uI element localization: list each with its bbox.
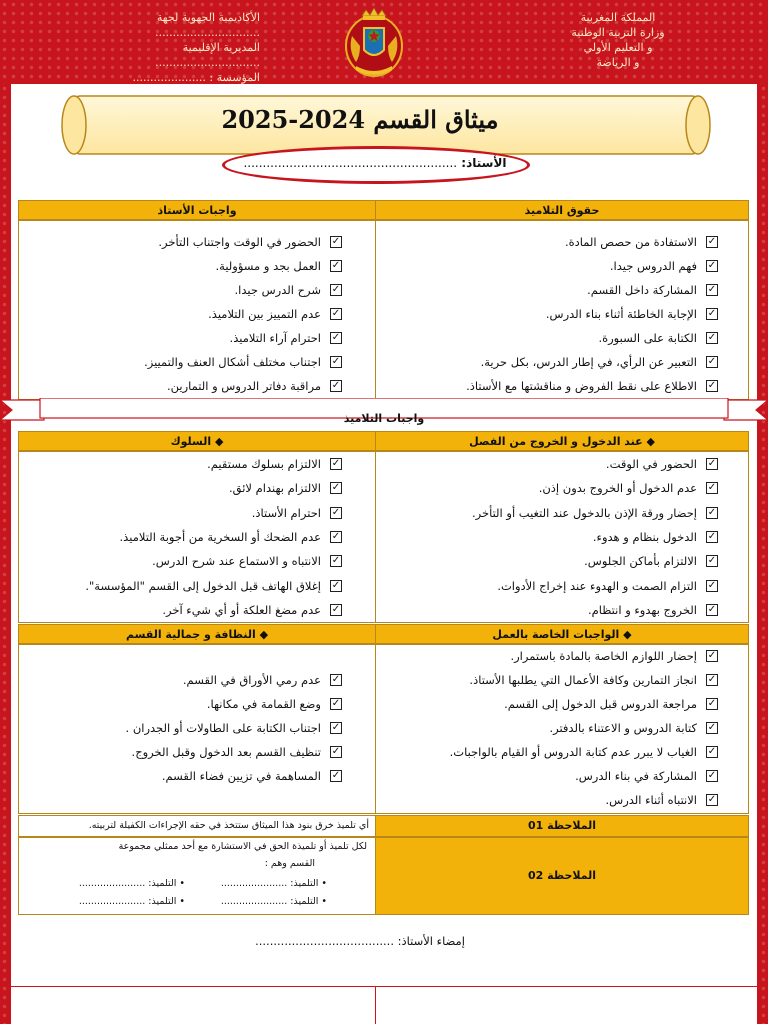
checkbox-checked-icon[interactable]: ✓ [707,482,717,494]
teacher-signature: إمضاء الأستاذ: ...................................... [255,934,465,948]
checkbox-checked-icon[interactable]: ✓ [707,332,717,343]
header-line: وزارة التربية الوطنية [571,26,665,39]
checklist-item [167,375,342,397]
checklist-item [593,526,718,548]
checklist-item [510,645,718,667]
checklist-item-text: احترام آراء التلاميذ. [229,331,321,345]
checklist-item-text: إحضار ورقة الإذن بالدخول عند التغيب أو التأخر. [471,505,697,520]
header-line: المؤسسة : ..................... [132,71,260,84]
note2-text-2: القسم وهم : [264,858,315,869]
header-line: و التعليم الأولي [583,41,653,54]
checklist-item-text: عدم مضغ العلكة أو أي شيء آخر. [162,602,321,617]
checkbox-checked-icon[interactable]: ✓ [331,746,341,757]
checklist-item-text: فهم الدروس جيدا. [609,259,697,273]
ministry-header [518,10,718,70]
checkbox-checked-icon[interactable]: ✓ [331,579,341,591]
header-line: .............................. [155,56,260,69]
checkbox-checked-icon[interactable]: ✓ [707,579,717,591]
checklist-item-text: الانتباه أثناء الدرس. [605,793,697,807]
note1-text: أي تلميذ خرق بنود هذا الميثاق ستتخذ في حقه الإجراءات الكفيلة لتربيته. [88,820,369,831]
header-line: الأكاديمية الجهوية لجهة [156,11,260,24]
checklist-item [549,717,718,739]
checkbox-checked-icon[interactable]: ✓ [707,722,717,733]
checklist-item [85,575,342,597]
checklist-item [144,351,342,373]
checklist-item [162,765,342,787]
checklist-item-text: احترام الأستاذ. [251,505,321,520]
checkbox-checked-icon[interactable]: ✓ [707,506,717,518]
checklist-item [126,717,342,739]
checkbox-checked-icon[interactable]: ✓ [331,332,341,343]
checkbox-checked-icon[interactable]: ✓ [331,260,341,271]
checklist-item [450,741,718,763]
rep-item: • التلميذ: ...................... [220,878,327,889]
checklist-item-text: الدخول بنظام و هدوء. [592,529,697,544]
checkbox-checked-icon[interactable]: ✓ [707,356,717,367]
note1-text-box [18,815,376,837]
checklist-item [565,231,718,253]
header-line: و الرياضة [596,56,640,69]
teacher-dots: ........................................................ [243,156,458,170]
checkbox-checked-icon[interactable]: ✓ [707,308,717,319]
checklist-item-text: الإجابة الخاطئة أثناء بناء الدرس. [545,307,697,321]
checklist-item-text: مراقبة دفاتر الدروس و التمارين. [166,379,321,393]
checklist-item [469,669,718,691]
checklist-item [546,303,718,325]
checklist-item [207,453,342,475]
checkbox-checked-icon[interactable]: ✓ [707,458,717,469]
rep-item: • التلميذ: ...................... [78,896,185,907]
checklist-item-text: التعبير عن الرأي، في إطار الدرس، بكل حرية. [480,355,697,369]
note2-label: الملاحظة 02 [527,869,597,882]
note2-text-1: لكل تلميذ أو تلميذة الحق في الاستشارة مع أحد ممثلي مجموعة [118,841,367,852]
checklist-item-text: الخروج بهدوء و انتظام. [587,602,697,617]
checklist-item [598,327,718,349]
checklist-item-text: الاستفادة من حصص المادة. [564,235,697,249]
checklist-item [162,599,342,621]
checklist-item-text: عدم الدخول أو الخروج بدون إذن. [538,481,697,496]
checkbox-checked-icon[interactable]: ✓ [331,555,341,567]
note2-text-box [18,837,376,915]
checklist-item-text: شرح الدرس جيدا. [234,283,321,297]
checklist-item [230,327,342,349]
checkbox-checked-icon[interactable]: ✓ [331,482,341,494]
checklist-item-text: الكتابة على السبورة. [598,331,697,345]
checklist-item [234,279,342,301]
bottom-divider [9,986,759,987]
work-heading: ◆ الواجبات الخاصة بالعمل [375,624,749,644]
header-line: .............................. [155,26,260,39]
checkbox-checked-icon[interactable]: ✓ [331,308,341,319]
checkbox-checked-icon[interactable]: ✓ [331,284,341,295]
checklist-item [152,550,342,572]
checklist-item [229,477,342,499]
checkbox-checked-icon[interactable]: ✓ [331,506,341,518]
checkbox-checked-icon[interactable]: ✓ [331,698,341,709]
academy-header [40,10,260,85]
checklist-item-text: العمل بجد و مسؤولية. [215,259,321,273]
checklist-item-text: المساهمة في تزيين فضاء القسم. [161,769,321,783]
checklist-item [466,375,718,397]
checklist-item-text: الالتزام بهندام لائق. [228,481,321,496]
checklist-item-text: وضع القمامة في مكانها. [206,697,321,711]
rights-heading: حقوق التلاميذ [375,200,749,220]
checklist-item-text: إحضار اللوازم الخاصة بالمادة باستمرار. [510,649,697,663]
teacher-duties-heading: واجبات الأستاذ [18,200,376,220]
cleanliness-heading: ◆ النظافة و جمالية القسم [18,624,376,644]
checklist-item [575,765,718,787]
checkbox-checked-icon[interactable]: ✓ [331,722,341,733]
right-border [759,84,768,1024]
checklist-item-text: تنظيف القسم بعد الدخول وقبل الخروج. [131,745,321,759]
checklist-item [207,693,342,715]
checkbox-checked-icon[interactable]: ✓ [707,380,717,391]
checkbox-checked-icon[interactable]: ✓ [707,650,717,661]
checklist-item-text: الاطلاع على نقط الفروض و مناقشتها مع الأستاذ. [466,379,697,393]
checklist-item-text: التزام الصمت و الهدوء عند إخراج الأدوات. [497,578,697,593]
checklist-item [504,693,718,715]
checkbox-checked-icon[interactable]: ✓ [331,356,341,367]
checklist-item [208,303,342,325]
checkbox-checked-icon[interactable]: ✓ [331,236,341,247]
checklist-item [481,351,718,373]
checklist-item-text: كتابة الدروس و الاعتناء بالدفتر. [549,721,697,735]
checkbox-checked-icon[interactable]: ✓ [707,236,717,247]
checkbox-checked-icon[interactable]: ✓ [331,458,341,469]
checklist-item-text: الحضور في الوقت واجتناب التأخر. [158,235,321,249]
checklist-item-text: الحضور في الوقت. [605,457,697,471]
checklist-item [606,453,718,475]
checklist-item-text: مراجعة الدروس قبل الدخول إلى القسم. [504,697,697,711]
checkbox-checked-icon[interactable]: ✓ [331,380,341,391]
rep-item: • التلميذ: ...................... [78,878,185,889]
checklist-item [132,741,342,763]
bottom-center-divider [375,986,376,1024]
checklist-item [183,669,342,691]
page-title: ميثاق القسم 2024-2025 [221,105,499,134]
checklist-item-text: عدم رمي الأوراق في القسم. [182,673,321,687]
coat-of-arms-icon [342,6,406,80]
note2-label-box [375,837,749,915]
checklist-item-text: إغلاق الهاتف قبل الدخول إلى القسم "المؤسسة". [85,578,321,593]
checklist-item-text: الالتزام بأماكن الجلوس. [584,554,697,569]
behavior-heading: ◆ السلوك [18,431,376,451]
checklist-item-text: الانتباه و الاستماع عند شرح الدرس. [152,554,321,569]
teacher-field [230,156,520,170]
checklist-item [158,231,342,253]
student-duties-label: واجبات التلاميذ [343,412,425,425]
checkbox-checked-icon[interactable]: ✓ [707,794,717,805]
checklist-item-text: الالتزام بسلوك مستقيم. [207,457,321,471]
checkbox-checked-icon[interactable]: ✓ [707,674,717,685]
note1-label-box [375,815,749,837]
header-line: المديرية الإقليمية [182,41,260,54]
checklist-item-text: المشاركة داخل القسم. [587,283,697,297]
checklist-item-text: اجتناب مختلف أشكال العنف والتمييز. [144,355,321,369]
checkbox-checked-icon[interactable]: ✓ [331,674,341,685]
checklist-item-text: انجاز التمارين وكافة الأعمال التي يطلبها الأستاذ. [469,673,697,687]
checklist-item [606,789,719,811]
checklist-item [472,502,718,524]
checkbox-checked-icon[interactable]: ✓ [707,260,717,271]
checkbox-checked-icon[interactable]: ✓ [707,698,717,709]
teacher-label: الأستاذ: [461,156,507,170]
checkbox-checked-icon[interactable]: ✓ [331,530,341,542]
checklist-item-text: اجتناب الكتابة على الطاولات أو الجدران . [125,721,321,735]
checkbox-checked-icon[interactable]: ✓ [707,555,717,567]
header-line: المملكة المغربية [580,11,656,24]
entry-heading: ◆ عند الدخول و الخروج من الفصل [375,431,749,451]
checkbox-checked-icon[interactable]: ✓ [707,603,717,615]
checkbox-checked-icon[interactable]: ✓ [331,603,341,615]
checklist-item-text: الغياب لا يبرر عدم كتابة الدروس أو القيام بالواجبات. [449,745,697,759]
checklist-item [539,477,718,499]
checklist-item-text: عدم التمييز بين التلاميذ. [208,307,321,321]
checklist-item [588,599,718,621]
rep-item: • التلميذ: ...................... [220,896,327,907]
checkbox-checked-icon[interactable]: ✓ [331,770,341,781]
checkbox-checked-icon[interactable]: ✓ [707,746,717,757]
left-border [0,84,9,1024]
checklist-item [610,255,718,277]
checklist-item [216,255,343,277]
checkbox-checked-icon[interactable]: ✓ [707,284,717,295]
checkbox-checked-icon[interactable]: ✓ [707,530,717,542]
checklist-item [120,526,342,548]
checklist-item-text: المشاركة في بناء الدرس. [575,769,697,783]
note1-label: الملاحظة 01 [527,819,597,832]
checklist-item [497,575,718,597]
checkbox-checked-icon[interactable]: ✓ [707,770,717,781]
checklist-item-text: عدم الضحك أو السخرية من أجوبة التلاميذ. [119,529,321,544]
checklist-item [587,279,718,301]
checklist-item [584,550,718,572]
checklist-item [252,502,342,524]
